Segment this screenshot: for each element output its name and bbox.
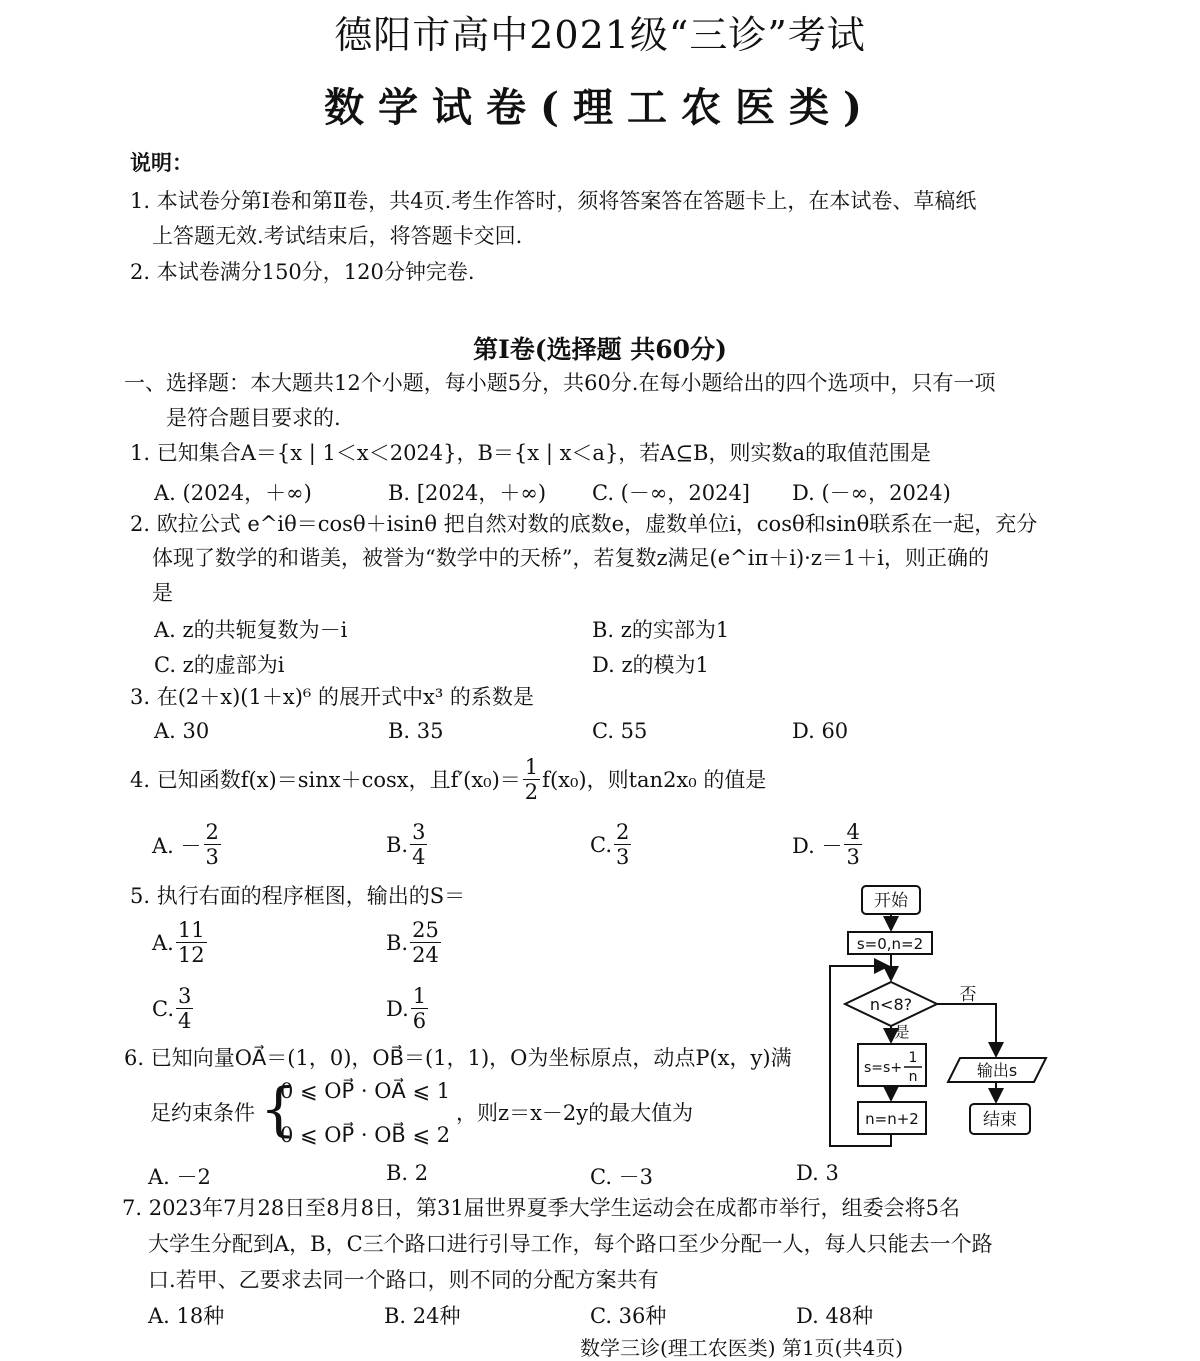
page-footer: 数学三诊(理工农医类) 第1页(共4页) [580,1336,904,1360]
q2-option-a: A. z的共轭复数为－i [154,618,348,642]
q1-option-d: D. (－∞，2024) [792,481,951,505]
q4-d-num: 4 [846,820,860,844]
q1-option-b: B. [2024，＋∞) [388,481,547,505]
flow-update-num: 1 [908,1050,918,1066]
q4-option-d [792,820,864,869]
q2-line-3: 是 [152,581,173,605]
q4-stem-pre: 4. 已知函数f(x)＝sinx＋cosx，且f′(x₀)＝ [130,767,521,792]
q7-option-d: D. 48种 [796,1304,874,1328]
q5-option-b [386,918,443,967]
q4-c-label: C. [590,832,612,857]
q5-a-den: 12 [177,943,205,967]
q1-stem: 1. 已知集合A＝{x | 1＜x＜2024}，B＝{x | x＜a}，若A⊆B，则实数a的取值范围是 [130,441,932,465]
q4-a-label: A. － [152,833,202,858]
q5-option-a [152,918,209,967]
q4-half-num: 1 [524,755,539,779]
q5-d-den: 6 [412,1009,427,1033]
q6-option-c: C. －3 [590,1165,654,1189]
q5-d-label: D. [386,996,409,1021]
q6-option-d: D. 3 [796,1161,839,1185]
flow-end-label: 结束 [983,1110,1017,1130]
q4-half-den: 2 [524,780,539,804]
q4-option-b [386,820,429,869]
q5-d-num: 1 [412,984,427,1008]
q4-stem-post: f(x₀)，则tan2x₀ 的值是 [542,767,767,792]
flow-condition-label: n<8? [869,995,913,1014]
notes-heading: 说明： [130,150,193,175]
section-intro-line-2: 是符合题目要求的. [166,406,341,430]
q5-c-label: C. [152,996,174,1021]
note-1-line-1: 1. 本试卷分第Ⅰ卷和第Ⅱ卷，共4页.考生作答时，须将答案答在答题卡上，在本试卷、草稿纸 [130,189,977,213]
q5-b-label: B. [386,930,409,955]
q7-line-1: 7. 2023年7月28日至8月8日，第31届世界夏季大学生运动会在成都市举行，组委会将5名 [122,1196,961,1220]
q6-line-1: 6. 已知向量OA⃗＝(1，0)，OB⃗＝(1，1)，O为坐标原点，动点P(x，y)满 [124,1046,792,1070]
q2-option-b: B. z的实部为1 [592,618,730,642]
q3-option-c: C. 55 [592,719,648,743]
q7-option-b: B. 24种 [384,1304,461,1328]
flow-increment-label: n=n+2 [865,1110,919,1128]
flow-output-label: 输出s [976,1061,1018,1080]
q2-option-c: C. z的虚部为i [154,653,285,677]
q2-option-d: D. z的模为1 [592,653,709,677]
q5-stem: 5. 执行右面的程序框图，输出的S＝ [130,884,466,908]
q6-brace: { [260,1075,297,1143]
q4-stem [130,755,766,804]
section-intro-line-1: 一、选择题：本大题共12个小题，每小题5分，共60分.在每小题给出的四个选项中，只有一项 [124,371,996,395]
q7-option-c: C. 36种 [590,1304,667,1328]
q4-d-label: D. － [792,833,843,858]
q5-c-num: 3 [178,984,192,1008]
q1-option-a: A. (2024，＋∞) [154,481,312,505]
q2-line-2: 体现了数学的和谐美，被誉为“数学中的天桥”，若复数z满足(e^iπ＋i)·z＝1＋i，则正确的 [152,546,989,570]
q5-option-d [386,984,430,1033]
q4-half-fraction [523,755,540,804]
q4-c-den: 3 [616,845,630,869]
q3-stem: 3. 在(2＋x)(1＋x)⁶ 的展开式中x³ 的系数是 [130,685,534,709]
q5-c-den: 4 [178,1009,192,1033]
q7-option-a: A. 18种 [148,1304,225,1328]
q6-cond-pre: 足约束条件 [150,1101,255,1125]
q4-c-num: 2 [616,820,630,844]
section-title: 第Ⅰ卷(选择题 共60分) [473,335,727,364]
q7-line-2: 大学生分配到A，B，C三个路口进行引导工作，每个路口至少分配一人，每人只能去一个路 [148,1232,993,1256]
flow-yes-label: 是 [894,1023,910,1041]
q5-option-c [152,984,195,1033]
exam-subtitle: 数学试卷(理工农医类) [324,84,876,131]
exam-title: 德阳市高中2021级“三诊”考试 [334,13,866,57]
q3-option-b: B. 35 [388,719,444,743]
q4-a-num: 2 [205,820,219,844]
q4-d-den: 3 [846,845,860,869]
q3-option-a: A. 30 [154,719,210,743]
flow-start-label: 开始 [874,891,908,911]
q4-option-a [152,820,223,869]
q6-option-a: A. －2 [148,1165,211,1189]
flow-update-pre: s=s+ [864,1060,903,1076]
q5-a-label: A. [152,930,174,955]
q6-constraint-1: 0 ⩽ OP⃗ · OA⃗ ⩽ 1 [280,1079,451,1103]
q6-constraint-2: 0 ⩽ OP⃗ · OB⃗ ⩽ 2 [280,1123,451,1147]
flow-init-label: s=0,n=2 [856,935,924,953]
q5-a-num: 11 [177,918,205,942]
q2-line-1: 2. 欧拉公式 e^iθ＝cosθ＋isinθ 把自然对数的底数e，虚数单位i，cosθ和sinθ联系在一起，充分 [130,512,1038,536]
note-2: 2. 本试卷满分150分，120分钟完卷. [130,260,475,284]
q1-option-c: C. (－∞，2024] [592,481,750,505]
flow-update-den: n [908,1069,918,1085]
flow-no-label: 否 [959,985,977,1005]
q4-a-den: 3 [205,845,219,869]
q3-option-d: D. 60 [792,719,849,743]
note-1-line-2: 上答题无效.考试结束后，将答题卡交回. [152,224,523,248]
q7-line-3: 口.若甲、乙要求去同一个路口，则不同的分配方案共有 [148,1268,659,1292]
q5-b-den: 24 [412,943,439,967]
q4-b-num: 3 [412,820,426,844]
q4-b-den: 4 [412,845,426,869]
q6-cond-post: ，则z＝x－2y的最大值为 [456,1101,694,1125]
q5-b-num: 25 [412,918,439,942]
program-flowchart [820,880,1060,1155]
q6-option-b: B. 2 [386,1161,429,1185]
q4-b-label: B. [386,832,409,857]
q4-option-c [590,820,633,869]
